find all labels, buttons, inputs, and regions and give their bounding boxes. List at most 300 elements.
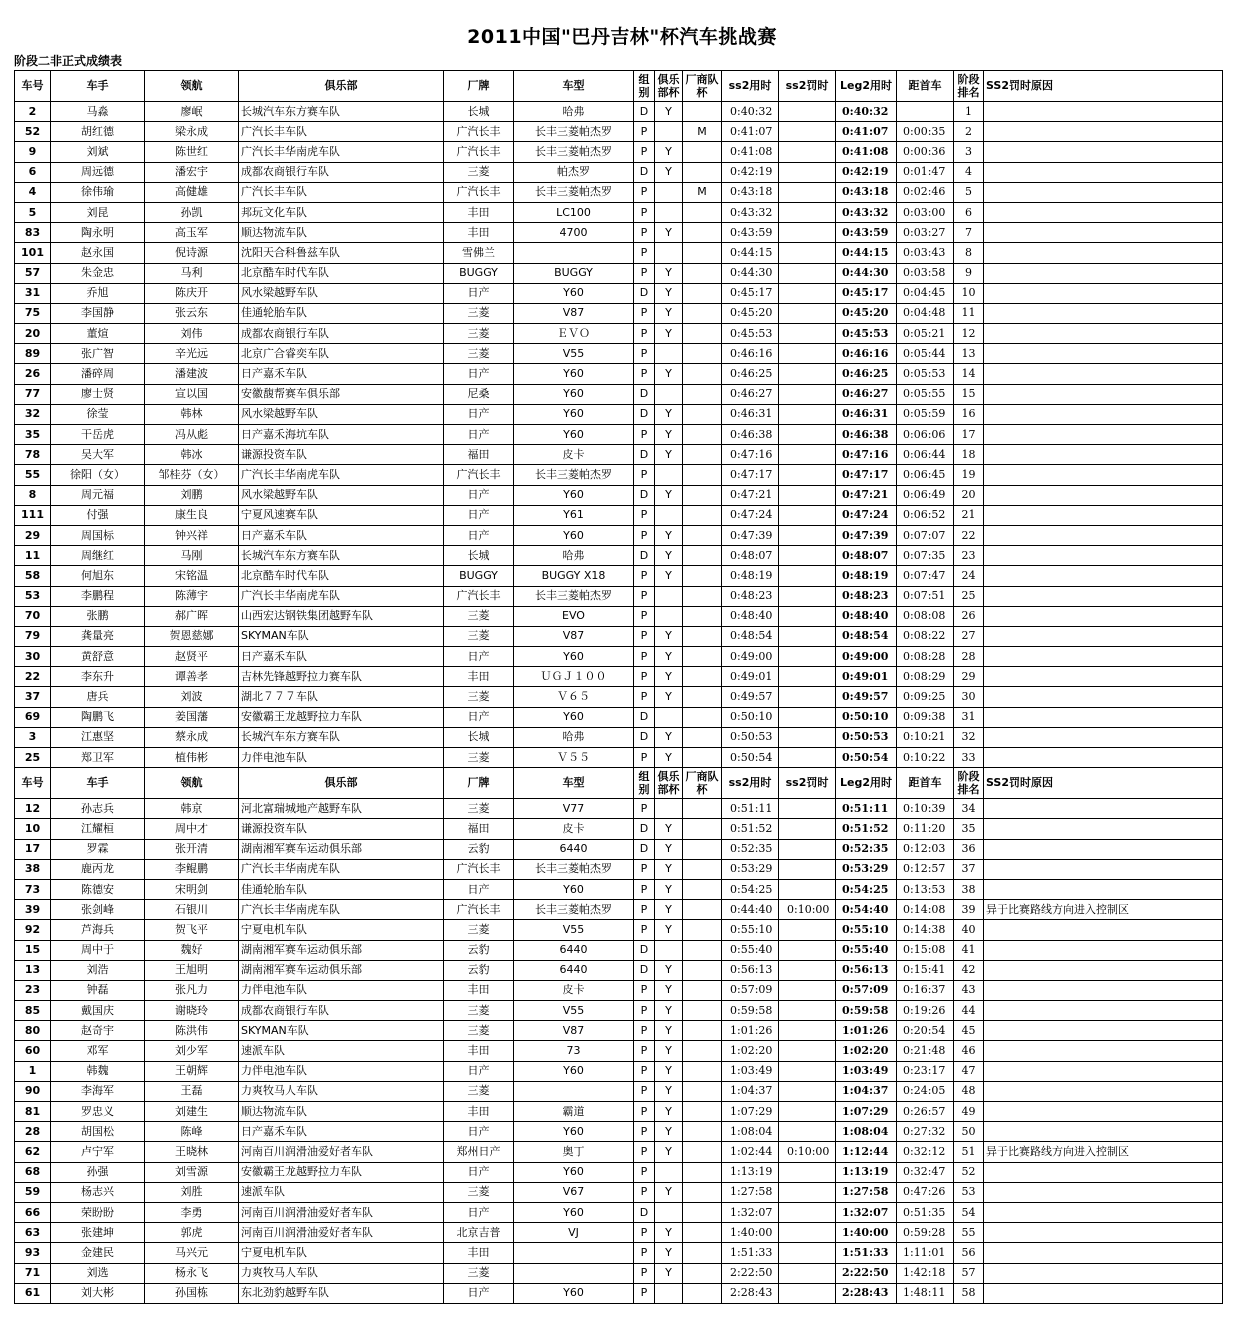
cell-maker-team-cup: M <box>683 122 722 142</box>
cell-driver: 李海军 <box>51 1081 145 1101</box>
cell-club-cup: Y <box>655 566 683 586</box>
cell-model <box>514 1263 634 1283</box>
table-row <box>15 1061 1223 1081</box>
cell-driver: 罗霖 <box>51 839 145 859</box>
cell-brand: 长城 <box>444 727 514 747</box>
header-model: 车型 <box>514 768 634 799</box>
cell-ss2-penalty <box>779 1021 836 1041</box>
cell-ss2-time: 1:13:19 <box>722 1162 779 1182</box>
cell-stage-rank: 35 <box>954 819 984 839</box>
cell-club-cup: Y <box>655 404 683 424</box>
cell-co-driver: 贺恩慈娜 <box>145 626 239 646</box>
cell-ss2-penalty <box>779 303 836 323</box>
cell-co-driver: 孙凯 <box>145 202 239 222</box>
cell-ss2-penalty <box>779 707 836 727</box>
cell-car-number: 90 <box>15 1081 51 1101</box>
cell-leg2-time: 0:42:19 <box>836 162 897 182</box>
cell-ss2-time: 0:46:31 <box>722 404 779 424</box>
cell-brand: 三菱 <box>444 687 514 707</box>
cell-co-driver: 刘波 <box>145 687 239 707</box>
cell-brand: 日产 <box>444 647 514 667</box>
cell-leg2-time: 1:40:00 <box>836 1223 897 1243</box>
cell-maker-team-cup <box>683 1081 722 1101</box>
table-row <box>15 1102 1223 1122</box>
cell-co-driver: 马兴元 <box>145 1243 239 1263</box>
cell-club-cup: Y <box>655 839 683 859</box>
cell-brand: 日产 <box>444 425 514 445</box>
table-row <box>15 839 1223 859</box>
cell-club-cup <box>655 1283 683 1303</box>
cell-maker-team-cup <box>683 324 722 344</box>
cell-leg2-time: 0:48:40 <box>836 606 897 626</box>
cell-car-number: 61 <box>15 1283 51 1303</box>
cell-penalty-reason: 异于比赛路线方向进入控制区 <box>984 1142 1223 1162</box>
cell-leg2-time: 0:50:54 <box>836 748 897 768</box>
cell-penalty-reason <box>984 1041 1223 1061</box>
cell-co-driver: 高健雄 <box>145 182 239 202</box>
cell-club-cup <box>655 505 683 525</box>
cell-car-number: 53 <box>15 586 51 606</box>
cell-ss2-time: 1:51:33 <box>722 1243 779 1263</box>
cell-driver: 韩魏 <box>51 1061 145 1081</box>
header-ss2-penalty: ss2罚时 <box>779 768 836 799</box>
cell-stage-rank: 46 <box>954 1041 984 1061</box>
cell-driver: 干岳虎 <box>51 425 145 445</box>
cell-gap-to-leader: 0:05:53 <box>897 364 954 384</box>
cell-stage-rank: 12 <box>954 324 984 344</box>
cell-brand: 三菱 <box>444 626 514 646</box>
cell-co-driver: 郝广晖 <box>145 606 239 626</box>
cell-stage-rank: 23 <box>954 546 984 566</box>
table-row <box>15 182 1223 202</box>
cell-gap-to-leader: 0:07:07 <box>897 525 954 545</box>
header-maker-team-cup: 厂商队杯 <box>683 768 722 799</box>
cell-brand: 日产 <box>444 404 514 424</box>
table-row <box>15 404 1223 424</box>
cell-driver: 陈德安 <box>51 879 145 899</box>
cell-penalty-reason <box>984 980 1223 1000</box>
cell-ss2-time: 0:44:40 <box>722 900 779 920</box>
cell-stage-rank: 15 <box>954 384 984 404</box>
cell-club: 广汽长丰车队 <box>239 122 444 142</box>
cell-group: P <box>634 879 655 899</box>
table-row <box>15 1021 1223 1041</box>
cell-leg2-time: 0:47:24 <box>836 505 897 525</box>
cell-ss2-penalty <box>779 920 836 940</box>
cell-leg2-time: 1:03:49 <box>836 1061 897 1081</box>
cell-leg2-time: 0:43:18 <box>836 182 897 202</box>
cell-ss2-time: 1:03:49 <box>722 1061 779 1081</box>
cell-maker-team-cup <box>683 940 722 960</box>
cell-car-number: 38 <box>15 859 51 879</box>
table-row <box>15 445 1223 465</box>
cell-ss2-time: 0:50:53 <box>722 727 779 747</box>
cell-ss2-penalty <box>779 1102 836 1122</box>
cell-ss2-penalty <box>779 566 836 586</box>
cell-group: P <box>634 980 655 1000</box>
cell-gap-to-leader: 0:27:32 <box>897 1122 954 1142</box>
cell-club-cup: Y <box>655 445 683 465</box>
cell-penalty-reason <box>984 1102 1223 1122</box>
cell-group: P <box>634 1061 655 1081</box>
cell-group: P <box>634 243 655 263</box>
cell-club-cup: Y <box>655 1182 683 1202</box>
cell-ss2-penalty <box>779 1061 836 1081</box>
cell-car-number: 22 <box>15 667 51 687</box>
cell-driver: 胡国松 <box>51 1122 145 1142</box>
cell-driver: 胡红德 <box>51 122 145 142</box>
cell-penalty-reason <box>984 1001 1223 1021</box>
cell-ss2-time: 1:40:00 <box>722 1223 779 1243</box>
cell-gap-to-leader: 0:08:28 <box>897 647 954 667</box>
cell-penalty-reason <box>984 324 1223 344</box>
cell-driver: 潘碎周 <box>51 364 145 384</box>
cell-club: 力伴电池车队 <box>239 748 444 768</box>
cell-model: 4700 <box>514 223 634 243</box>
table-row <box>15 243 1223 263</box>
cell-club: 成都农商银行车队 <box>239 162 444 182</box>
section-subtitle: 阶段二非正式成绩表 <box>14 54 123 68</box>
cell-driver: 吴大军 <box>51 445 145 465</box>
cell-club-cup: Y <box>655 859 683 879</box>
cell-penalty-reason <box>984 1081 1223 1101</box>
cell-car-number: 55 <box>15 465 51 485</box>
cell-gap-to-leader: 0:26:57 <box>897 1102 954 1122</box>
cell-brand: 日产 <box>444 485 514 505</box>
cell-club-cup: Y <box>655 102 683 122</box>
cell-maker-team-cup <box>683 920 722 940</box>
cell-club-cup: Y <box>655 748 683 768</box>
cell-stage-rank: 29 <box>954 667 984 687</box>
cell-ss2-time: 1:32:07 <box>722 1202 779 1222</box>
cell-group: P <box>634 324 655 344</box>
cell-club-cup: Y <box>655 1061 683 1081</box>
cell-club-cup <box>655 465 683 485</box>
header-gap-to-leader: 距首车 <box>897 768 954 799</box>
cell-club-cup <box>655 202 683 222</box>
cell-driver: 孙强 <box>51 1162 145 1182</box>
cell-club: 广汽长丰华南虎车队 <box>239 465 444 485</box>
page-title: 2011中国"巴丹吉林"杯汽车挑战赛 <box>467 26 777 48</box>
cell-ss2-time: 1:02:20 <box>722 1041 779 1061</box>
cell-brand: 丰田 <box>444 667 514 687</box>
table-row <box>15 425 1223 445</box>
cell-car-number: 6 <box>15 162 51 182</box>
cell-gap-to-leader: 0:03:00 <box>897 202 954 222</box>
cell-driver: 周继红 <box>51 546 145 566</box>
cell-club-cup: Y <box>655 142 683 162</box>
cell-co-driver: 陈薄宇 <box>145 586 239 606</box>
cell-club-cup <box>655 1162 683 1182</box>
cell-gap-to-leader: 0:06:45 <box>897 465 954 485</box>
cell-car-number: 8 <box>15 485 51 505</box>
cell-leg2-time: 0:44:15 <box>836 243 897 263</box>
cell-car-number: 79 <box>15 626 51 646</box>
cell-brand: 日产 <box>444 505 514 525</box>
cell-gap-to-leader: 0:00:36 <box>897 142 954 162</box>
cell-maker-team-cup <box>683 1021 722 1041</box>
cell-leg2-time: 0:47:16 <box>836 445 897 465</box>
cell-co-driver: 郭虎 <box>145 1223 239 1243</box>
cell-penalty-reason <box>984 223 1223 243</box>
cell-model: Y60 <box>514 1283 634 1303</box>
cell-stage-rank: 2 <box>954 122 984 142</box>
cell-club: 安徽霸王龙越野拉力车队 <box>239 1162 444 1182</box>
cell-club: 北京酷车时代车队 <box>239 263 444 283</box>
cell-driver: 李鹏程 <box>51 586 145 606</box>
cell-stage-rank: 53 <box>954 1182 984 1202</box>
cell-club: 日产嘉禾车队 <box>239 647 444 667</box>
cell-group: D <box>634 384 655 404</box>
cell-model: Y60 <box>514 283 634 303</box>
cell-driver: 陶永明 <box>51 223 145 243</box>
cell-driver: 陶鹏飞 <box>51 707 145 727</box>
cell-stage-rank: 34 <box>954 799 984 819</box>
cell-leg2-time: 0:47:21 <box>836 485 897 505</box>
cell-gap-to-leader: 0:16:37 <box>897 980 954 1000</box>
header-row <box>15 768 1223 799</box>
table-row <box>15 606 1223 626</box>
cell-driver: 廖士贤 <box>51 384 145 404</box>
cell-driver: 芦海兵 <box>51 920 145 940</box>
cell-driver: 徐阳（女） <box>51 465 145 485</box>
cell-ss2-time: 0:53:29 <box>722 859 779 879</box>
cell-ss2-penalty <box>779 223 836 243</box>
cell-model <box>514 243 634 263</box>
cell-model: V55 <box>514 344 634 364</box>
cell-brand: 丰田 <box>444 980 514 1000</box>
cell-ss2-time: 0:48:40 <box>722 606 779 626</box>
cell-co-driver: 廖岷 <box>145 102 239 122</box>
cell-club: 风水梁越野车队 <box>239 485 444 505</box>
cell-car-number: 70 <box>15 606 51 626</box>
cell-ss2-time: 0:47:21 <box>722 485 779 505</box>
cell-model: Y60 <box>514 1162 634 1182</box>
cell-stage-rank: 52 <box>954 1162 984 1182</box>
cell-club: 安徽霸王龙越野拉力车队 <box>239 707 444 727</box>
cell-driver: 何旭东 <box>51 566 145 586</box>
cell-group: P <box>634 1021 655 1041</box>
cell-car-number: 13 <box>15 960 51 980</box>
cell-penalty-reason <box>984 303 1223 323</box>
header-club-cup: 俱乐部杯 <box>655 71 683 102</box>
cell-ss2-time: 0:43:18 <box>722 182 779 202</box>
cell-model: 6440 <box>514 940 634 960</box>
cell-model: Y60 <box>514 1061 634 1081</box>
cell-car-number: 15 <box>15 940 51 960</box>
cell-maker-team-cup <box>683 647 722 667</box>
cell-co-driver: 张凡力 <box>145 980 239 1000</box>
table-row <box>15 223 1223 243</box>
cell-ss2-penalty: 0:10:00 <box>779 900 836 920</box>
cell-car-number: 63 <box>15 1223 51 1243</box>
cell-brand: 日产 <box>444 1122 514 1142</box>
cell-brand: 雪佛兰 <box>444 243 514 263</box>
cell-co-driver: 刘胜 <box>145 1182 239 1202</box>
cell-brand: 广汽长丰 <box>444 465 514 485</box>
cell-ss2-penalty <box>779 1122 836 1142</box>
cell-car-number: 75 <box>15 303 51 323</box>
cell-car-number: 26 <box>15 364 51 384</box>
cell-stage-rank: 43 <box>954 980 984 1000</box>
cell-maker-team-cup <box>683 900 722 920</box>
cell-co-driver: 李鲲鹏 <box>145 859 239 879</box>
cell-leg2-time: 1:27:58 <box>836 1182 897 1202</box>
cell-leg2-time: 0:51:11 <box>836 799 897 819</box>
cell-penalty-reason <box>984 626 1223 646</box>
cell-club: 湖南湘军赛车运动俱乐部 <box>239 960 444 980</box>
header-maker-team-cup: 厂商队杯 <box>683 71 722 102</box>
table-row <box>15 505 1223 525</box>
cell-club-cup: Y <box>655 1122 683 1142</box>
cell-co-driver: 康生良 <box>145 505 239 525</box>
cell-maker-team-cup <box>683 283 722 303</box>
cell-brand: 丰田 <box>444 1041 514 1061</box>
header-stage-rank: 阶段排名 <box>954 71 984 102</box>
cell-co-driver: 魏好 <box>145 940 239 960</box>
cell-model: Y60 <box>514 384 634 404</box>
header-ss2-penalty: ss2罚时 <box>779 71 836 102</box>
header-penalty-reason: SS2罚时原因 <box>984 71 1223 102</box>
cell-car-number: 92 <box>15 920 51 940</box>
cell-maker-team-cup <box>683 1061 722 1081</box>
cell-penalty-reason <box>984 445 1223 465</box>
cell-club-cup: Y <box>655 1142 683 1162</box>
cell-stage-rank: 54 <box>954 1202 984 1222</box>
cell-group: D <box>634 839 655 859</box>
cell-model: Y61 <box>514 505 634 525</box>
cell-gap-to-leader: 0:05:44 <box>897 344 954 364</box>
cell-gap-to-leader: 0:06:44 <box>897 445 954 465</box>
cell-co-driver: 周中才 <box>145 819 239 839</box>
cell-ss2-penalty <box>779 1081 836 1101</box>
cell-ss2-time: 1:02:44 <box>722 1142 779 1162</box>
cell-co-driver: 陈峰 <box>145 1122 239 1142</box>
cell-gap-to-leader: 1:11:01 <box>897 1243 954 1263</box>
cell-ss2-penalty <box>779 799 836 819</box>
cell-group: P <box>634 900 655 920</box>
cell-club-cup: Y <box>655 626 683 646</box>
cell-ss2-penalty <box>779 162 836 182</box>
header-ss2-time: ss2用时 <box>722 71 779 102</box>
cell-club: 佳通轮胎车队 <box>239 879 444 899</box>
cell-penalty-reason <box>984 566 1223 586</box>
cell-maker-team-cup <box>683 879 722 899</box>
cell-club-cup: Y <box>655 879 683 899</box>
cell-club-cup: Y <box>655 364 683 384</box>
cell-club: 北京酷车时代车队 <box>239 566 444 586</box>
cell-brand: 三菱 <box>444 799 514 819</box>
cell-gap-to-leader: 0:05:21 <box>897 324 954 344</box>
cell-driver: 刘浩 <box>51 960 145 980</box>
cell-maker-team-cup <box>683 425 722 445</box>
cell-driver: 金建民 <box>51 1243 145 1263</box>
cell-club: 成都农商银行车队 <box>239 1001 444 1021</box>
cell-driver: 戴国庆 <box>51 1001 145 1021</box>
table-row <box>15 1202 1223 1222</box>
table-row <box>15 626 1223 646</box>
cell-ss2-penalty <box>779 1162 836 1182</box>
cell-model: 6440 <box>514 960 634 980</box>
cell-leg2-time: 0:50:10 <box>836 707 897 727</box>
cell-brand: 三菱 <box>444 1081 514 1101</box>
cell-penalty-reason <box>984 960 1223 980</box>
cell-model <box>514 1243 634 1263</box>
cell-penalty-reason <box>984 1122 1223 1142</box>
cell-club: 力伴电池车队 <box>239 980 444 1000</box>
cell-driver: 荣盼盼 <box>51 1202 145 1222</box>
cell-penalty-reason <box>984 142 1223 162</box>
cell-ss2-time: 1:07:29 <box>722 1102 779 1122</box>
cell-brand: 福田 <box>444 819 514 839</box>
cell-gap-to-leader: 0:32:47 <box>897 1162 954 1182</box>
table-row <box>15 364 1223 384</box>
cell-club-cup: Y <box>655 485 683 505</box>
cell-club-cup: Y <box>655 162 683 182</box>
cell-leg2-time: 0:46:25 <box>836 364 897 384</box>
cell-club-cup: Y <box>655 687 683 707</box>
cell-stage-rank: 9 <box>954 263 984 283</box>
cell-leg2-time: 0:59:58 <box>836 1001 897 1021</box>
cell-ss2-time: 0:47:24 <box>722 505 779 525</box>
cell-club: 长城汽车东方赛车队 <box>239 546 444 566</box>
cell-maker-team-cup <box>683 727 722 747</box>
cell-ss2-time: 0:47:39 <box>722 525 779 545</box>
cell-ss2-time: 0:43:32 <box>722 202 779 222</box>
cell-model: V77 <box>514 799 634 819</box>
table-row <box>15 465 1223 485</box>
cell-leg2-time: 0:46:38 <box>836 425 897 445</box>
cell-gap-to-leader: 0:47:26 <box>897 1182 954 1202</box>
cell-penalty-reason <box>984 505 1223 525</box>
cell-ss2-penalty <box>779 727 836 747</box>
cell-maker-team-cup <box>683 364 722 384</box>
cell-co-driver: 邹桂芬（女） <box>145 465 239 485</box>
cell-club: 吉林先锋越野拉力赛车队 <box>239 667 444 687</box>
table-row <box>15 859 1223 879</box>
cell-group: P <box>634 859 655 879</box>
cell-stage-rank: 56 <box>954 1243 984 1263</box>
cell-stage-rank: 28 <box>954 647 984 667</box>
table-row <box>15 1001 1223 1021</box>
cell-car-number: 101 <box>15 243 51 263</box>
table-row <box>15 900 1223 920</box>
cell-brand: 长城 <box>444 546 514 566</box>
cell-ss2-penalty <box>779 142 836 162</box>
cell-group: P <box>634 626 655 646</box>
cell-car-number: 3 <box>15 727 51 747</box>
cell-ss2-penalty <box>779 525 836 545</box>
cell-penalty-reason <box>984 687 1223 707</box>
cell-car-number: 60 <box>15 1041 51 1061</box>
table-row <box>15 748 1223 768</box>
cell-leg2-time: 0:46:27 <box>836 384 897 404</box>
cell-ss2-penalty <box>779 1041 836 1061</box>
cell-driver: 乔旭 <box>51 283 145 303</box>
cell-club: 广汽长丰华南虎车队 <box>239 900 444 920</box>
cell-co-driver: 刘雪源 <box>145 1162 239 1182</box>
cell-stage-rank: 32 <box>954 727 984 747</box>
cell-maker-team-cup <box>683 1283 722 1303</box>
cell-gap-to-leader: 0:07:47 <box>897 566 954 586</box>
cell-car-number: 17 <box>15 839 51 859</box>
cell-brand: 三菱 <box>444 1021 514 1041</box>
cell-brand: 三菱 <box>444 1182 514 1202</box>
cell-co-driver: 杨永飞 <box>145 1263 239 1283</box>
cell-maker-team-cup <box>683 586 722 606</box>
cell-gap-to-leader <box>897 102 954 122</box>
cell-penalty-reason <box>984 859 1223 879</box>
